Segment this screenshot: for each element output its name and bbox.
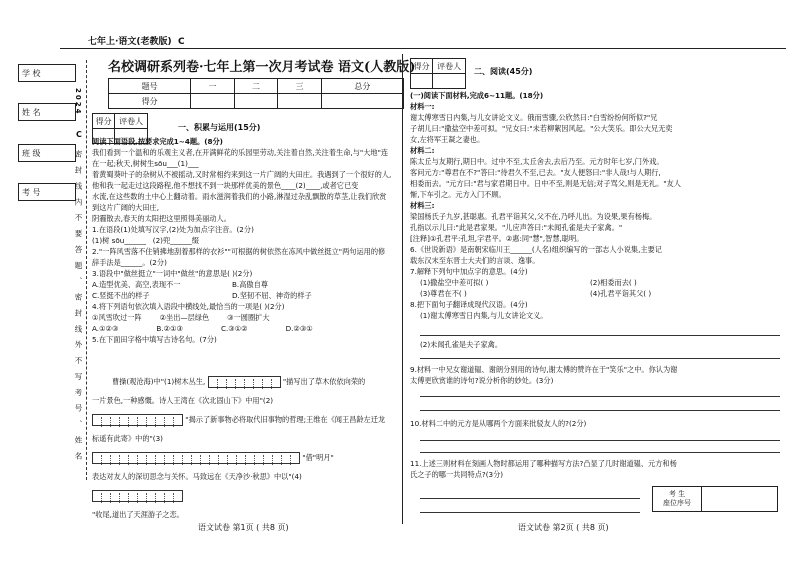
- q7-item: (2)相委而去( ): [590, 278, 637, 287]
- q7-item: (3)尊君在不( ): [420, 289, 467, 298]
- question-6: 6.《世说新语》是南朝宋临川王______(人名)组织编写的一部志人小说集,主要记: [410, 245, 662, 254]
- answer-grid[interactable]: [92, 414, 183, 426]
- material3-label: 材料三:: [410, 201, 435, 210]
- score-cell[interactable]: [321, 94, 403, 109]
- page-footer-left: 语文试卷 第1页 ( 共8 页): [198, 523, 289, 532]
- material-line: 孔指以示儿曰:"此是君家果。"儿应声答曰:"未闻孔雀是夫子家禽。": [410, 223, 623, 232]
- q7-item: (1)撒盐空中差可拟( ): [420, 278, 489, 287]
- answer-line-q8-2[interactable]: [420, 358, 780, 359]
- answer-line-q8-1[interactable]: [420, 335, 780, 336]
- passage-line: 我们看到一个温和的乐观主义者,在开满鲜花的乐园里劳动,关注着自然,关注着生命,与"大地"连在一起;秋天,树树生sōu___(1)___: [92, 148, 389, 168]
- material-line: 陈太丘与友期行,期日中。过中不至,太丘舍去,去后乃至。元方时年七岁,门外戏。: [410, 157, 664, 166]
- question-1: 1.在语段(1)处填写汉字,(2)处为加点字注音。(2分): [92, 225, 254, 234]
- answer-grid[interactable]: [92, 490, 183, 502]
- question-8: 8.把下面句子翻译成现代汉语。(4分): [410, 300, 528, 309]
- grader-name-label: 评卷人: [433, 59, 466, 74]
- section-title-2: 二、阅读(45分): [474, 67, 533, 76]
- left-page-body: [92, 136, 392, 345]
- q4-choice-b: B.②①③: [156, 324, 183, 333]
- grader-score-cell[interactable]: [411, 74, 433, 89]
- grader-score-label: 得分: [411, 59, 433, 74]
- q3-option-a: A.造型优美、高空,表现不一: [92, 280, 181, 289]
- material-line: 子胡儿曰:"撒盐空中差可拟。"兄女曰:"未若柳絮因风起。"公大笑乐。即公大兄无奕: [410, 124, 673, 133]
- q4-choice-c: C.③①②: [220, 324, 248, 333]
- material-line: 惭,下车引之。元方入门不顾。: [410, 190, 506, 199]
- material1-label: 材料一:: [410, 102, 435, 111]
- passage-line: 着黄蜀葵叶子的杂树从不被摇动,又时常相约来到这一片广阔的大田庄。我遇到了一个很好的人,他和我一起走过这段路程,他不想找不到一块那样优美的景色____(2)____,或者它已变: [92, 170, 392, 190]
- material2-label: 材料二:: [410, 146, 435, 155]
- answer-line-q10-1[interactable]: [420, 440, 780, 441]
- seat-number-input[interactable]: [702, 487, 778, 512]
- material-line: 谢太傅寒雪日内集,与儿女讲论文义。俄而雪骤,公欣然曰:"白雪纷纷何所似?"兄: [410, 113, 658, 122]
- q7-item: (4)孔君平诣其父( ): [590, 289, 652, 298]
- material-line: 客问元方:"尊君在不?"答曰:"待君久不至,已去。"友人便怒曰:"非人哉!与人期行,: [410, 168, 661, 177]
- answer-line-q11-1[interactable]: [420, 498, 640, 499]
- answer-line-q9-1[interactable]: [420, 396, 780, 397]
- grader-name-label: 评卷人: [115, 114, 148, 129]
- grader-box-right: [410, 58, 466, 89]
- seal-instruction: 密 封 线 内 不 要 答 题 、 密 封 线 外 不 写 考 号 、 姓 名: [74, 150, 83, 463]
- material-line: 相委而去。"元方曰:"君与家君期日中。日中不至,则是无信;对子骂父,则是无礼。"友人: [410, 179, 681, 188]
- question-3: 3.语段中"做丝挺立"一词中"做丝"的意思是( )(2分): [92, 269, 253, 278]
- footnote: [注释]①孔君平:孔坦,字君平。②惠:同"慧",智慧,聪明。: [410, 234, 584, 243]
- page-divider: [402, 54, 403, 524]
- score-header-cell: 三: [278, 79, 322, 94]
- score-table: [108, 78, 404, 109]
- score-header-cell: 一: [191, 79, 235, 94]
- version-letter: C: [76, 130, 82, 139]
- seat-number-box: [652, 486, 778, 512]
- q4-item: ③一圆圈扩大: [227, 313, 270, 322]
- answer-line-q9-2[interactable]: [420, 410, 780, 411]
- passage-line: 阴霾散去,春天的太阳把这里照得美丽动人。: [92, 214, 231, 223]
- score-cell[interactable]: [278, 94, 322, 109]
- exam-title: 名校调研系列卷·七年上第一次月考试卷 语文(人教版): [108, 60, 416, 75]
- answer-grid[interactable]: [92, 452, 300, 464]
- grader-score-label: 得分: [93, 114, 115, 129]
- section-title-1: 一、积累与运用(15分): [178, 123, 261, 132]
- q4-choice-d: D.②③①: [285, 324, 313, 333]
- school-field-label: 学 校: [22, 69, 41, 78]
- answer-grid[interactable]: [208, 376, 281, 388]
- q8-item: (1)谢太傅寒雪日内集,与儿女讲论文义。: [420, 311, 548, 320]
- year-label: 2024: [74, 88, 82, 116]
- q4-item: ②坐出—层绿色: [159, 313, 210, 322]
- answer-line-q10-2[interactable]: [420, 452, 780, 453]
- reading-prompt: 阅读下面语段,按要求完成1~4题。(8分): [92, 137, 223, 146]
- q3-option-d: D.坚韧不屈、神奇的样子: [232, 291, 312, 300]
- grader-name-cell[interactable]: [433, 74, 466, 89]
- top-rule: [60, 48, 786, 49]
- score-cell[interactable]: [234, 94, 278, 109]
- material-line: 梁国杨氏子九岁,甚聪惠。孔君平诣其父,父不在,乃呼儿出。为设果,果有杨梅。: [410, 212, 657, 221]
- question-10: 10.材料二中的元方是从哪两个方面来批驳友人的?(2分): [410, 419, 587, 428]
- question-11: 11.上述三则材料在刻画人物时都运用了哪种描写方法?凸显了几时谢道韫、元方和杨 氏之子的哪一共同特点?(3分): [410, 459, 677, 479]
- q4-choice-a: A.①②③: [92, 324, 119, 333]
- question-5: 5.在下面田字格中填写古诗名句。(7分): [92, 335, 217, 344]
- question-1-blanks: (1)树 sōu______ (2)兜______缀: [92, 236, 199, 245]
- class-field-label: 班 级: [22, 149, 41, 158]
- score-cell[interactable]: [191, 94, 235, 109]
- answer-line-q11-2[interactable]: [420, 512, 640, 513]
- question-2: 2."一阵风雪落不住销拂地刮着那样的衣衫""可根据的树依然在冻风中做丝挺立"两句运用的修辞手法是______。(2分): [92, 247, 386, 267]
- passage-line: 水流,在这些数的土中心上翻动着。雨水滋润着我们的小路,淋湿过杂乱飘散的草茎,让我们欣赏到这片广阔的大田庄,: [92, 192, 387, 212]
- score-header-cell: 题号: [109, 79, 191, 94]
- q5-grid-area: 曹操(观沧海)中"(1)树木丛生, "描写出了草木依依向荣的 一片景色,一种感慨。诗人王湾在《次北固山下》中用"(2) "揭示了新事物必将取代旧事物的哲理;王维在《闻王昌龄左迁龙标遥有此寄》中的"(3) "借"明月" 表达对友人的深切思念与关怀。马致远在《天净沙·秋思》中以"(4) "收尾,道出了天涯游子之恋。: [92, 377, 386, 519]
- exam-number-field-label: 考 号: [22, 188, 41, 197]
- part1-title: (一)阅读下面材料,完成6~11题。(18分): [410, 91, 544, 100]
- question-6-cont: 载东汉末至东晋士大夫们的言谈、逸事。: [410, 256, 540, 265]
- question-9: 9.材料一中兄女谢道韫、谢朗分别用的诗句,谢太傅的赞许在于"笑乐"之中。你认为谢 太傅更欣赏谁的诗句?说分析你的妙处。(3分): [410, 365, 678, 385]
- top-label: 七年上·语文(老教版) C: [88, 37, 185, 47]
- q3-option-b: B.高傲自尊: [232, 280, 268, 289]
- score-header-cell: 二: [234, 79, 278, 94]
- q4-item: ①风雪吹过一阵: [92, 313, 142, 322]
- right-page-body: [410, 90, 782, 321]
- material-line: 女,左将军王凝之妻也。: [410, 135, 485, 144]
- seat-number-label: 考 生 座位序号: [653, 487, 702, 512]
- name-field-label: 姓 名: [22, 108, 41, 117]
- question-4: 4.将下列语句依次填入语段中横线处,最恰当的一项是( )(2分): [92, 302, 285, 311]
- seal-line: [86, 60, 87, 480]
- question-7: 7.解释下列句中加点字的意思。(4分): [410, 267, 528, 276]
- q8-item: (2)未闻孔雀是夫子家禽。: [420, 340, 503, 349]
- q3-option-c: C.竖挺不出的样子: [92, 291, 150, 300]
- score-row-label: 得分: [109, 94, 191, 109]
- page-footer-right: 语文试卷 第2页 ( 共8 页): [518, 523, 609, 532]
- score-header-cell: 总分: [321, 79, 403, 94]
